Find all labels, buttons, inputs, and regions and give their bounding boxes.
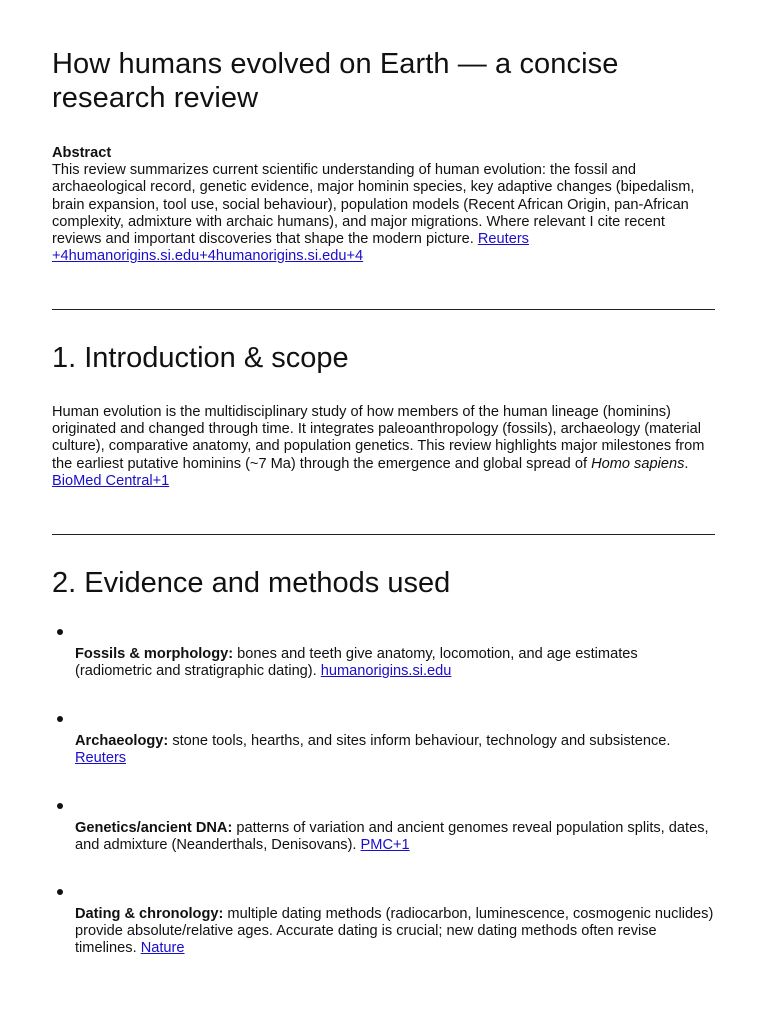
introduction-citation-link[interactable]: BioMed Central+1 xyxy=(52,472,170,489)
section-divider-2 xyxy=(52,534,715,535)
section-heading-evidence: 2. Evidence and methods used xyxy=(52,567,451,599)
bullet-dot xyxy=(57,629,63,635)
abstract-block xyxy=(52,145,715,265)
list-item-text xyxy=(75,906,715,958)
list-item-text xyxy=(75,733,715,767)
list-item-text xyxy=(75,820,715,854)
list-item-citation-link[interactable]: Nature xyxy=(140,940,185,957)
page-title: How humans evolved on Earth — a concise research review xyxy=(52,48,619,114)
list-item-text xyxy=(75,646,715,680)
list-item-label: Dating & chronology: xyxy=(75,906,224,922)
list-item-body: bones and teeth give anatomy, locomotion, and age estimates (radiometric and stratigraphic dating). xyxy=(75,646,638,680)
introduction-species-name: Homo sapiens xyxy=(591,455,685,472)
introduction-text-end: . xyxy=(684,455,689,472)
introduction-text: Human evolution is the multidisciplinary study of how members of the human lineage (hominins) originated and changed through time. It integrates paleoanthropology (fossils), archaeology (material culture), comparative anatomy, and population genetics. This review highlights major milestones from the earliest putative hominins (~7 Ma) through the emergence and global spread of xyxy=(52,404,705,472)
abstract-body: This review summarizes current scientific understanding of human evolution: the fossil and archaeological record, genetic evidence, major hominin species, key adaptive changes (bipedalism, brain expansion, tool use, social behaviour), population models (Recent African Origin, pan-African complexity, admixture with archaic humans), and major migrations. Where relevant I cite recent reviews and important discoveries that shape the modern picture. xyxy=(52,162,695,248)
list-item-citation-link[interactable]: Reuters xyxy=(75,750,127,767)
section-heading-introduction: 1. Introduction & scope xyxy=(52,342,349,374)
bullet-dot xyxy=(57,803,63,809)
list-item-citation-link[interactable]: PMC+1 xyxy=(360,837,410,854)
list-item-label: Archaeology: xyxy=(75,733,169,749)
introduction-paragraph xyxy=(52,404,715,490)
list-item-label: Fossils & morphology: xyxy=(75,646,234,662)
list-item-body: multiple dating methods (radiocarbon, luminescence, cosmogenic nuclides) provide absolute/relative ages. Accurate dating is crucial; new dating methods often revise timelines. xyxy=(75,906,714,957)
list-item-citation-link[interactable]: humanorigins.si.edu xyxy=(320,663,452,680)
list-item-body: patterns of variation and ancient genomes reveal population splits, dates, and admixture (Neanderthals, Denisovans). xyxy=(75,820,709,854)
bullet-dot xyxy=(57,889,63,895)
section-divider-1 xyxy=(52,309,715,310)
list-item-body: stone tools, hearths, and sites inform behaviour, technology and subsistence. xyxy=(168,733,671,749)
abstract-heading: Abstract xyxy=(52,145,112,161)
list-item-label: Genetics/ancient DNA: xyxy=(75,820,233,836)
bullet-dot xyxy=(57,716,63,722)
abstract-citation-link[interactable]: Reuters +4humanorigins.si.edu+4humanorigins.si.edu+4 xyxy=(52,231,529,265)
